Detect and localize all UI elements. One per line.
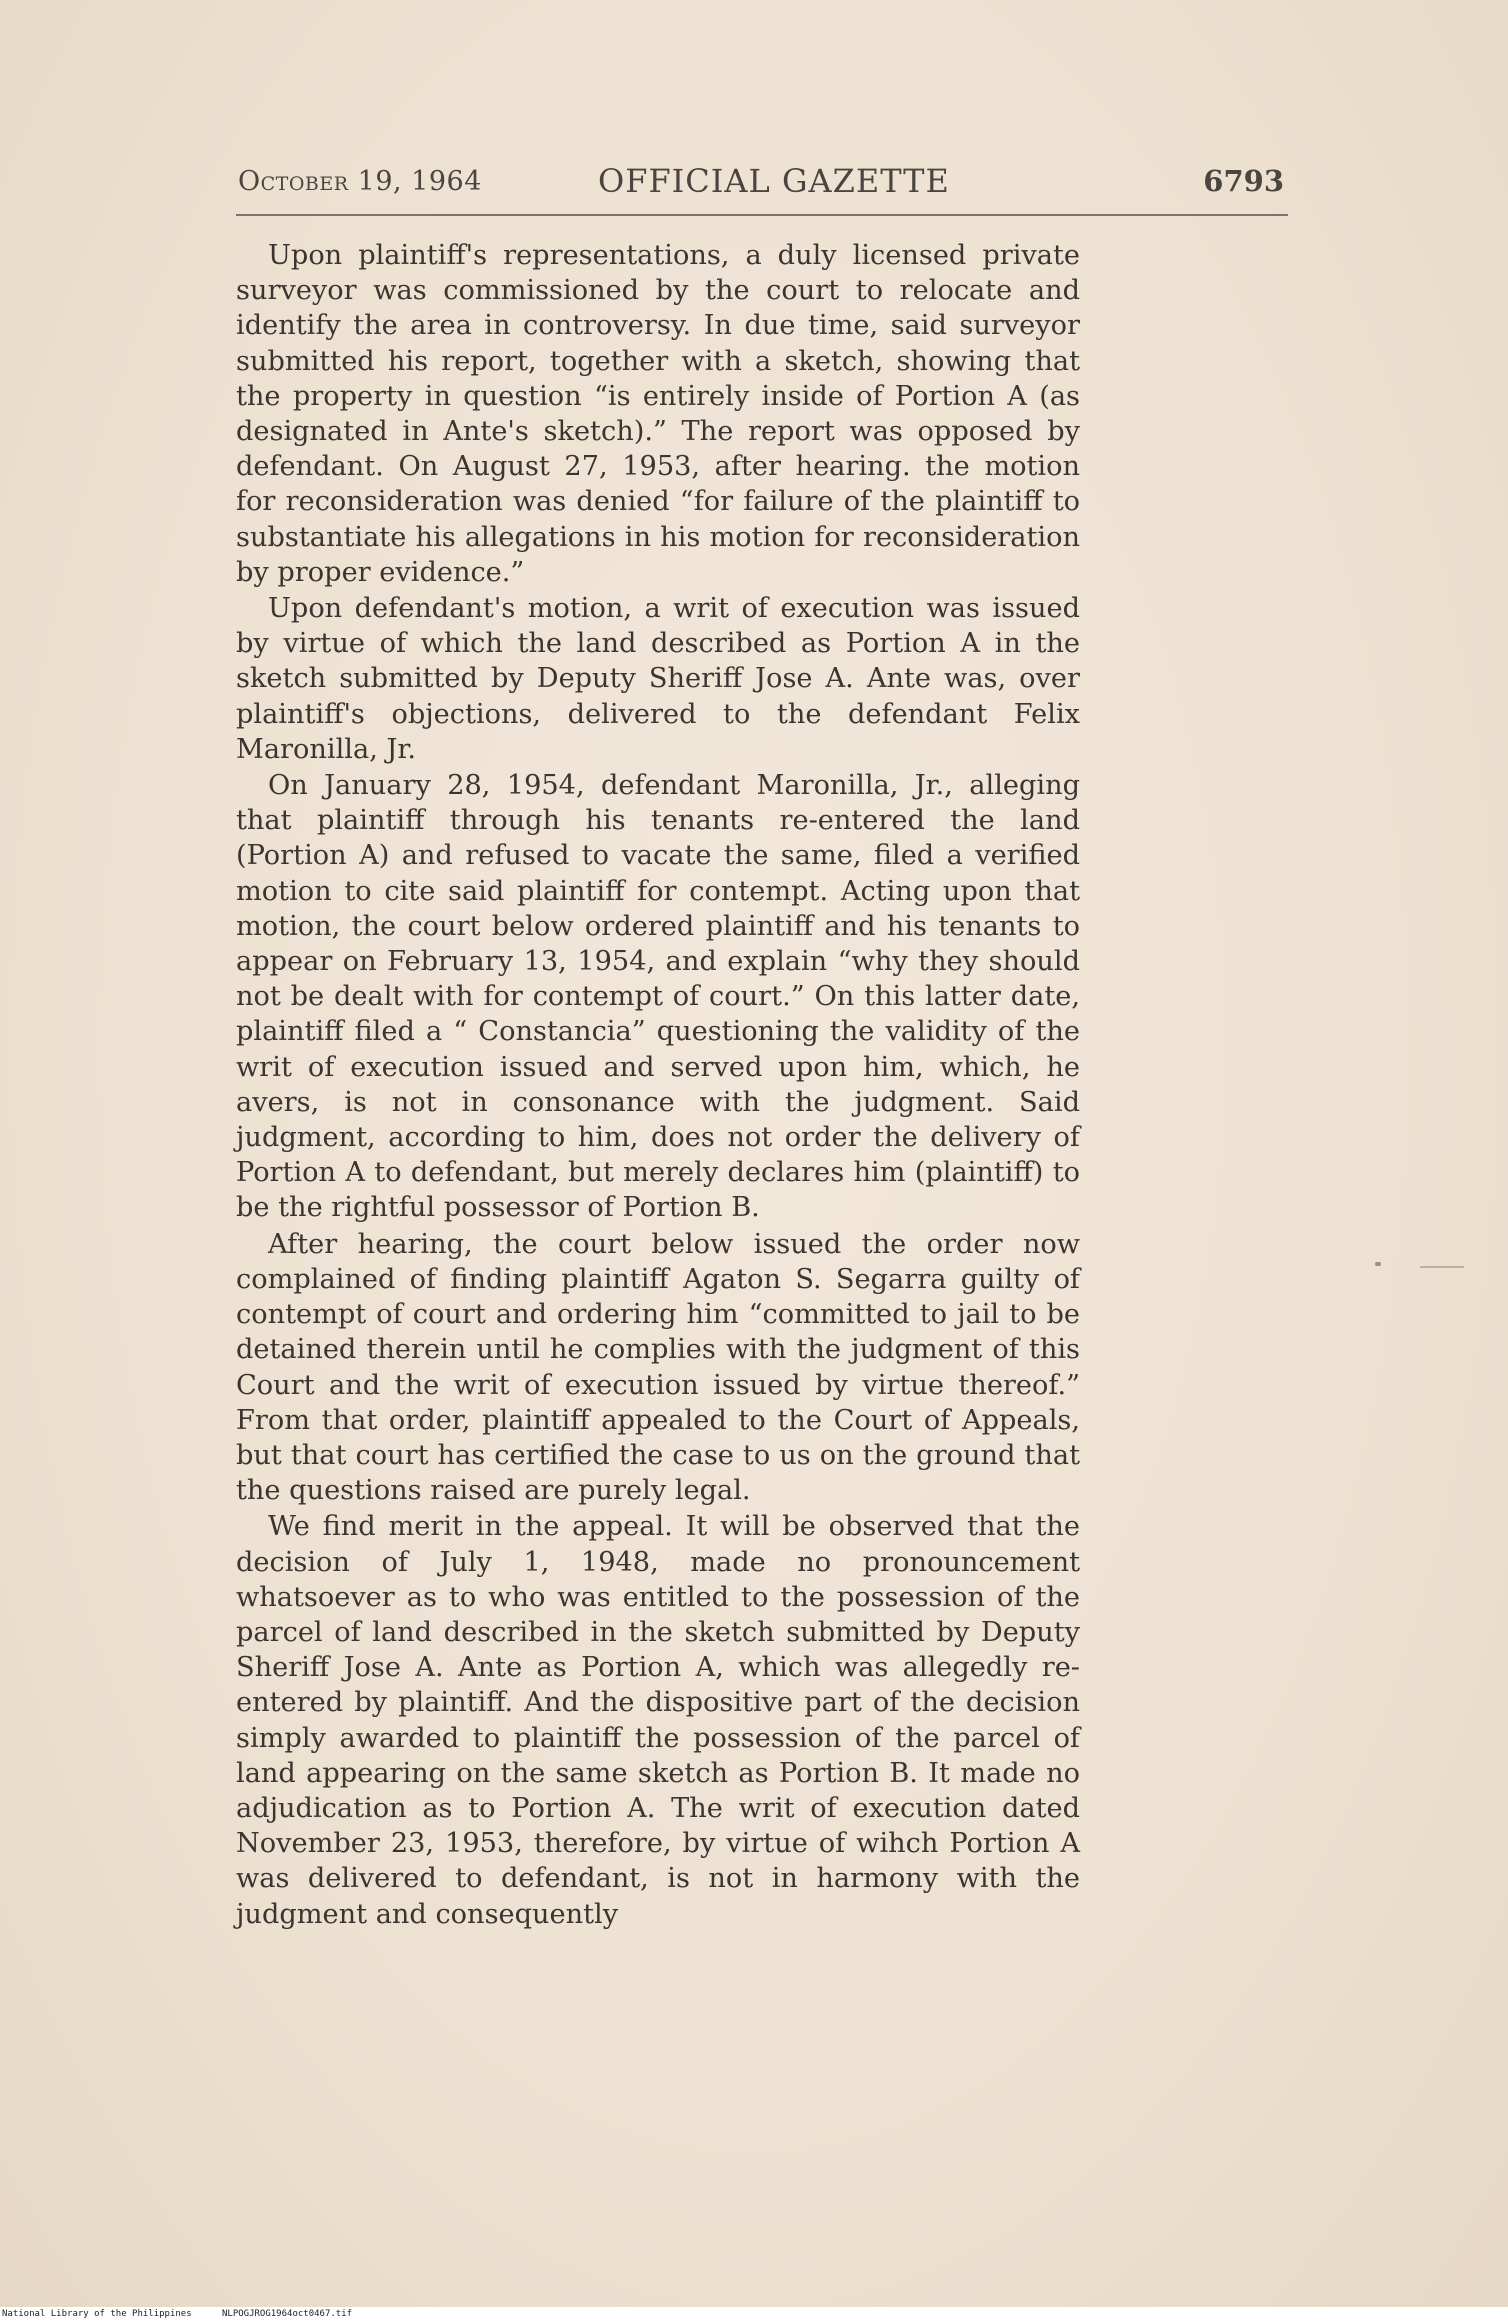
header-rule <box>236 214 1288 216</box>
scan-dash <box>1420 1266 1464 1268</box>
scan-speck <box>1375 1262 1381 1266</box>
scan-footer <box>0 2307 1508 2321</box>
publication-title: OFFICIAL GAZETTE <box>598 162 950 200</box>
scan-filename: NLPOGJROG1964oct0467.tif <box>222 2309 353 2319</box>
library-credit: National Library of the Philippines <box>2 2309 192 2319</box>
paragraph-2: Upon defendant's motion, a writ of execution was issued by virtue of which the land described as Portion A in the sketch submitted by Deputy Sheriff Jose A. Ante was, over plaintiff's objections, delivered to the defendant Felix Maronilla, Jr. <box>236 593 1080 765</box>
article-body <box>236 238 1080 1933</box>
page-number: 6793 <box>1203 164 1284 198</box>
paragraph-5: We find merit in the appeal. It will be observed that the decision of July 1, 1948, made no pronouncement whatsoever as to who was entitled to the possession of the parcel of land described in the sketch submitted by Deputy Sheriff Jose A. Ante as Portion A, which was allegedly re-entered by plaintiff. And the dispositive part of the decision simply awarded to plaintiff the possession of the parcel of land appearing on the same sketch as Portion B. It made no adjudication as to Portion A. The writ of execution dated November 23, 1953, therefore, by virtue of wihch Portion A was delivered to defendant, is not in harmony with the judgment and consequently <box>236 1511 1080 1930</box>
paragraph-1: Upon plaintiff's representations, a duly licensed private surveyor was commissioned by the court to relocate and identify the area in controversy. In due time, said surveyor submitted his report, together with a sketch, showing that the property in question “is entirely inside of Portion A (as designated in Ante's sketch).” The report was opposed by defendant. On August 27, 1953, after hearing. the motion for reconsideration was denied “for failure of the plaintiff to substantiate his allegations in his motion for reconsideration by proper evidence.” <box>236 240 1080 588</box>
header-date: October 19, 1964 <box>238 166 482 197</box>
paragraph-3: On January 28, 1954, defendant Maronilla, Jr., alleging that plaintiff through his tenants re-entered the land (Portion A) and refused to vacate the same, filed a verified motion to cite said plaintiff for contempt. Acting upon that motion, the court below ordered plaintiff and his tenants to appear on February 13, 1954, and explain “why they should not be dealt with for contempt of court.” On this latter date, plaintiff filed a “ Constancia” questioning the validity of the writ of execution issued and served upon him, which, he avers, is not in consonance with the judgment. Said judgment, according to him, does not order the delivery of Portion A to defendant, but merely declares him (plaintiff) to be the rightful possessor of Portion B. <box>236 770 1080 1224</box>
page-header <box>236 160 1288 208</box>
paragraph-4: After hearing, the court below issued the order now complained of finding plaintiff Agaton S. Segarra guilty of contempt of court and ordering him “committed to jail to be detained therein until he complies with the judgment of this Court and the writ of execution issued by virtue thereof.” From that order, plaintiff appealed to the Court of Appeals, but that court has certified the case to us on the ground that the questions raised are purely legal. <box>236 1228 1080 1507</box>
